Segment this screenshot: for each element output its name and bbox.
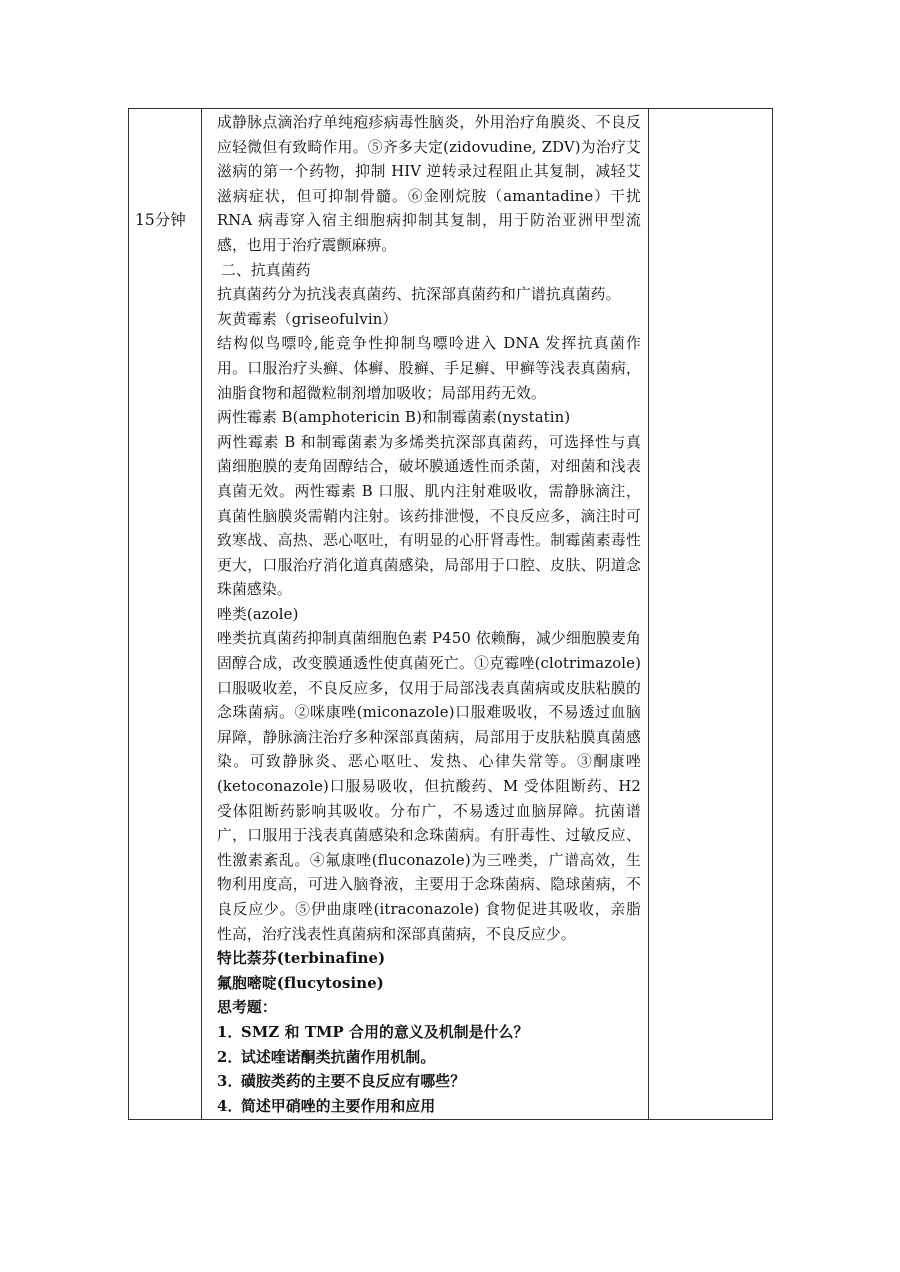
question-text: 试述喹诺酮类抗菌作用机制。	[241, 1048, 436, 1066]
amphotericin-title: 两性霉素 B(amphotericin B)和制霉菌素(nystatin)	[217, 409, 571, 427]
terbinafine-title: 特比萘芬(terbinafine)	[217, 950, 386, 968]
questions-title: 思考题：	[217, 999, 277, 1017]
content-cell	[202, 109, 649, 1120]
antifungal-section-heading: 二、抗真菌药	[221, 261, 311, 279]
question-number: 4．	[217, 1097, 243, 1115]
question-item	[217, 1070, 641, 1095]
flucytosine-title: 氟胞嘧啶(flucytosine)	[217, 974, 384, 992]
lesson-table	[128, 108, 773, 1120]
griseofulvin-title: 灰黄霉素（griseofulvin）	[217, 310, 398, 328]
question-number: 1．	[217, 1023, 243, 1041]
time-cell	[129, 109, 202, 1120]
time-label: 15分钟	[135, 211, 186, 229]
antiviral-tail-paragraph: 成静脉点滴治疗单纯疱疹病毒性脑炎，外用治疗角膜炎、不良反应轻微但有致畸作用。⑤齐多夫定(zidovudine, ZDV)为治疗艾滋病的第一个药物，抑制 HIV 逆转录过程阻止其复制，减轻艾滋病症状，但可抑制骨髓。⑥金刚烷胺（amantadine）干扰 RNA 病毒穿入宿主细胞病抑制其复制，用于防治亚洲甲型流感，也用于治疗震颤麻痹。	[217, 114, 641, 254]
azole-title: 唑类(azole)	[217, 605, 299, 623]
question-number: 2．	[217, 1048, 243, 1066]
amphotericin-paragraph: 两性霉素 B 和制霉菌素为多烯类抗深部真菌药，可选择性与真菌细胞膜的麦角固醇结合，破坏膜通透性而杀菌，对细菌和浅表真菌无效。两性霉素 B 口服、肌内注射难吸收，需静脉滴注，真菌性脑膜炎需鞘内注射。该药排泄慢，不良反应多，滴注时可致寒战、高热、恶心呕吐，有明显的心肝肾毒性。制霉菌素毒性更大，口服治疗消化道真菌感染，局部用于口腔、皮肤、阴道念珠菌感染。	[217, 433, 641, 599]
content-body	[202, 109, 648, 1119]
question-number: 3．	[217, 1073, 243, 1091]
azole-paragraph: 唑类抗真菌药抑制真菌细胞色素 P450 依赖酶，减少细胞膜麦角固醇合成，改变膜通透性使真菌死亡。①克霉唑(clotrimazole)口服吸收差，不良反应多，仅用于局部浅表真菌病或皮肤粘膜的念珠菌病。②咪康唑(miconazole)口服难吸收，不易透过血脑屏障，静脉滴注治疗多种深部真菌病，局部用于皮肤粘膜真菌感染。可致静脉炎、恶心呕吐、发热、心律失常等。③酮康唑(ketoconazole)口服易吸收，但抗酸药、M 受体阻断药、H2 受体阻断药影响其吸收。分布广，不易透过血脑屏障。抗菌谱广，口服用于浅表真菌感染和念珠菌病。有肝毒性、过敏反应、性激素紊乱。④氟康唑(fluconazole)为三唑类，广谱高效，生物利用度高，可进入脑脊液，主要用于念珠菌病、隐球菌病，不良反应少。⑤伊曲康唑(itraconazole) 食物促进其吸收，亲脂性高，治疗浅表性真菌病和深部真菌病，不良反应少。	[217, 630, 641, 943]
griseofulvin-paragraph: 结构似鸟嘌呤,能竞争性抑制鸟嘌呤进入 DNA 发挥抗真菌作用。口服治疗头癣、体癣、股癣、手足癣、甲癣等浅表真菌病，油脂食物和超微粒制剂增加吸收；局部用药无效。	[217, 335, 641, 402]
antifungal-intro: 抗真菌药分为抗浅表真菌药、抗深部真菌药和广谱抗真菌药。	[217, 286, 621, 304]
notes-cell	[649, 109, 773, 1120]
question-item	[217, 1046, 641, 1071]
question-item	[217, 1095, 641, 1120]
question-text: 磺胺类药的主要不良反应有哪些？	[241, 1073, 466, 1091]
lesson-row	[129, 109, 773, 1120]
question-text: SMZ 和 TMP 合用的意义及机制是什么？	[241, 1023, 529, 1041]
question-text: 简述甲硝唑的主要作用和应用	[241, 1097, 436, 1115]
question-item	[217, 1021, 641, 1046]
